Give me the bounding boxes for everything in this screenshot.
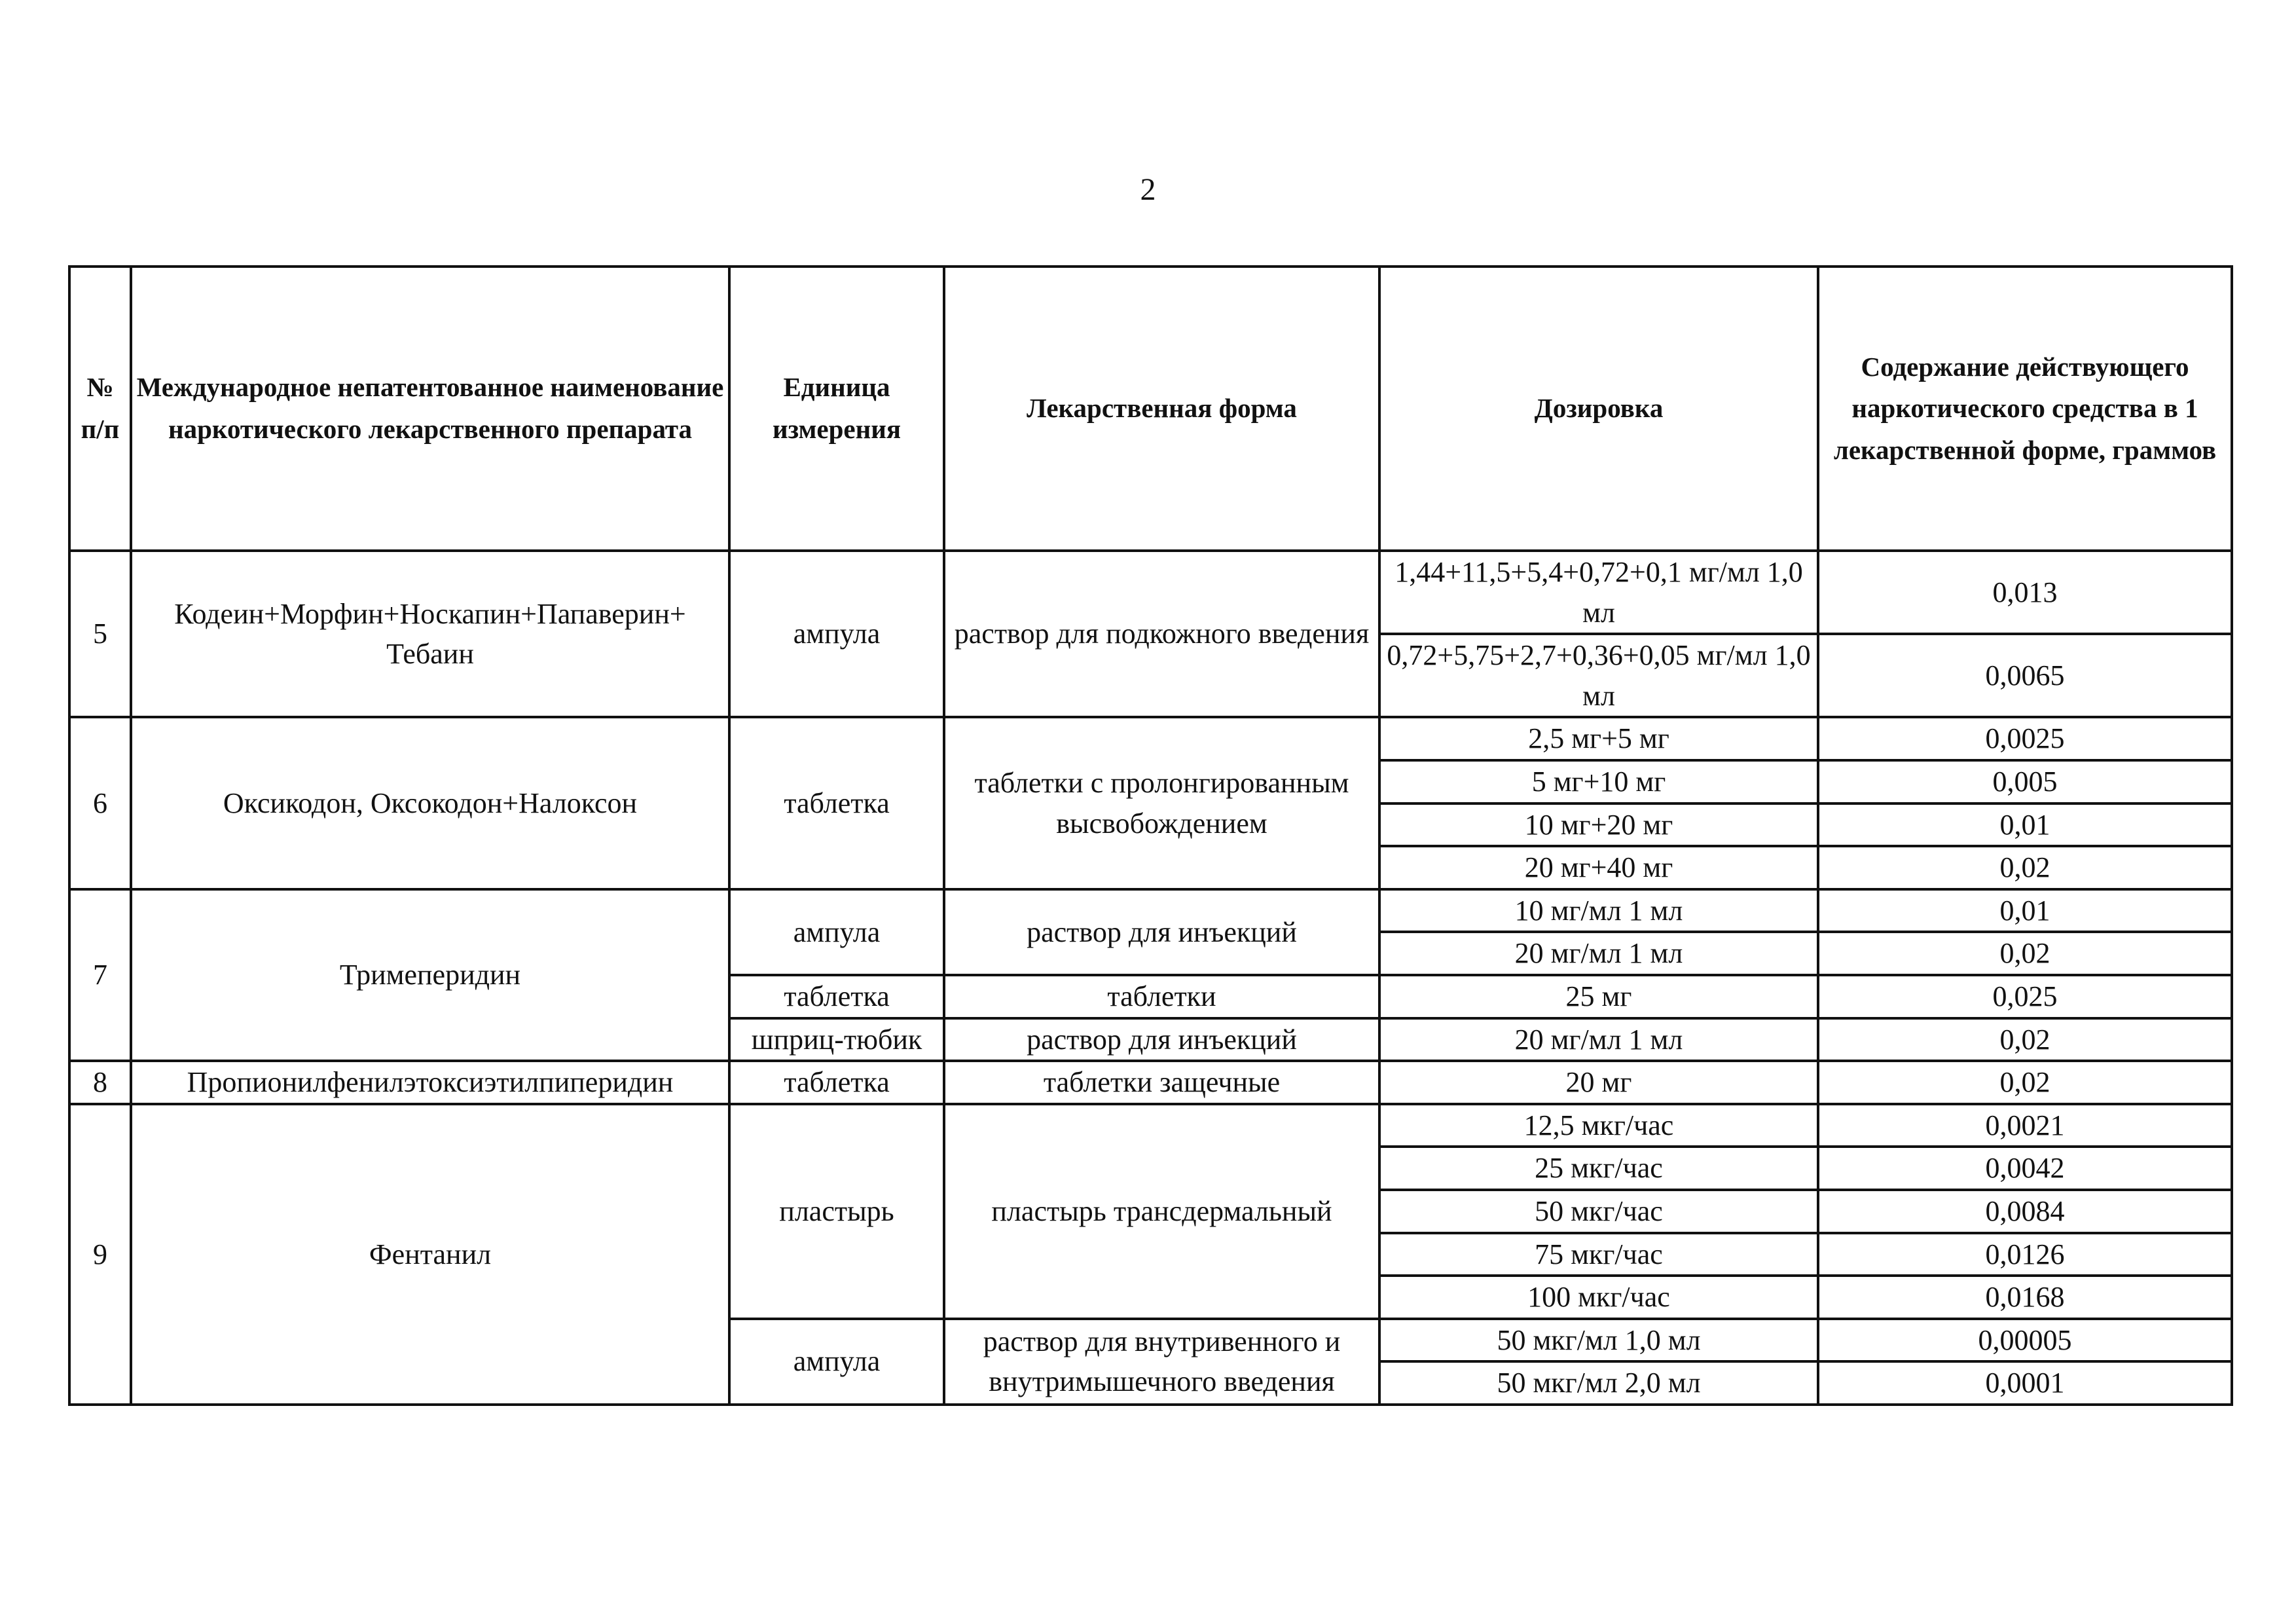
unit-cell: шприц-тюбик — [729, 1018, 944, 1061]
dosage-cell: 20 мг/мл 1 мл — [1379, 932, 1818, 975]
dosage-cell: 10 мг/мл 1 мл — [1379, 889, 1818, 932]
content-cell: 0,01 — [1818, 889, 2232, 932]
header-drug-name: Международное непатентованное наименование наркотического лекарственного препарата — [131, 267, 729, 551]
dosage-cell: 10 мг+20 мг — [1379, 803, 1818, 847]
dosage-form-cell: раствор для инъекций — [944, 1018, 1379, 1061]
content-cell: 0,0065 — [1818, 634, 2232, 717]
content-cell: 0,025 — [1818, 975, 2232, 1018]
dosage-form-cell: таблетки — [944, 975, 1379, 1018]
dosage-cell: 20 мг+40 мг — [1379, 846, 1818, 889]
dosage-cell: 100 мкг/час — [1379, 1276, 1818, 1319]
row-number: 8 — [69, 1061, 131, 1104]
content-cell: 0,013 — [1818, 551, 2232, 634]
dosage-cell: 2,5 мг+5 мг — [1379, 717, 1818, 760]
unit-cell: пластырь — [729, 1104, 944, 1319]
header-content: Содержание действующего наркотического средства в 1 лекарственной форме, граммов — [1818, 267, 2232, 551]
dosage-form-cell: пластырь трансдермальный — [944, 1104, 1379, 1319]
content-cell: 0,00005 — [1818, 1319, 2232, 1362]
drug-name: Оксикодон, Оксокодон+Налоксон — [131, 717, 729, 889]
dosage-cell: 1,44+11,5+5,4+0,72+0,1 мг/мл 1,0 мл — [1379, 551, 1818, 634]
table-row — [69, 889, 2232, 932]
header-dosage-form: Лекарственная форма — [944, 267, 1379, 551]
table-row — [69, 1104, 2232, 1147]
dosage-cell: 20 мг — [1379, 1061, 1818, 1104]
content-cell: 0,02 — [1818, 846, 2232, 889]
dosage-cell: 0,72+5,75+2,7+0,36+0,05 мг/мл 1,0 мл — [1379, 634, 1818, 717]
dosage-cell: 20 мг/мл 1 мл — [1379, 1018, 1818, 1061]
content-cell: 0,0168 — [1818, 1276, 2232, 1319]
unit-cell: ампула — [729, 889, 944, 975]
header-dosage: Дозировка — [1379, 267, 1818, 551]
dosage-form-cell: таблетки с пролонгированным высвобождением — [944, 717, 1379, 889]
unit-cell: таблетка — [729, 1061, 944, 1104]
content-cell: 0,0001 — [1818, 1361, 2232, 1405]
unit-cell: ампула — [729, 551, 944, 717]
drug-name: Кодеин+Морфин+Носкапин+Папаверин+ Тебаин — [131, 551, 729, 717]
dosage-form-cell: раствор для инъекций — [944, 889, 1379, 975]
table-header-row — [69, 267, 2232, 551]
content-cell: 0,0042 — [1818, 1147, 2232, 1190]
table-row — [69, 717, 2232, 760]
dosage-cell: 12,5 мкг/час — [1379, 1104, 1818, 1147]
drug-name: Тримеперидин — [131, 889, 729, 1061]
row-number: 7 — [69, 889, 131, 1061]
dosage-form-cell: таблетки защечные — [944, 1061, 1379, 1104]
content-cell: 0,0021 — [1818, 1104, 2232, 1147]
content-cell: 0,02 — [1818, 1018, 2232, 1061]
table-row — [69, 1061, 2232, 1104]
header-number: № п/п — [69, 267, 131, 551]
drug-name: Фентанил — [131, 1104, 729, 1405]
dosage-form-cell: раствор для подкожного введения — [944, 551, 1379, 717]
drug-name: Пропионилфенилэтоксиэтилпиперидин — [131, 1061, 729, 1104]
content-cell: 0,02 — [1818, 1061, 2232, 1104]
content-cell: 0,02 — [1818, 932, 2232, 975]
header-unit: Единица измерения — [729, 267, 944, 551]
unit-cell: ампула — [729, 1319, 944, 1405]
narcotic-drugs-table — [68, 265, 2233, 1406]
unit-cell: таблетка — [729, 975, 944, 1018]
dosage-cell: 75 мкг/час — [1379, 1233, 1818, 1276]
unit-cell: таблетка — [729, 717, 944, 889]
dosage-form-cell: раствор для внутривенного и внутримышечного введения — [944, 1319, 1379, 1405]
content-cell: 0,01 — [1818, 803, 2232, 847]
row-number: 6 — [69, 717, 131, 889]
row-number: 9 — [69, 1104, 131, 1405]
dosage-cell: 25 мг — [1379, 975, 1818, 1018]
table-row — [69, 551, 2232, 634]
dosage-cell: 25 мкг/час — [1379, 1147, 1818, 1190]
dosage-cell: 50 мкг/мл 2,0 мл — [1379, 1361, 1818, 1405]
content-cell: 0,005 — [1818, 760, 2232, 803]
dosage-cell: 50 мкг/час — [1379, 1190, 1818, 1233]
row-number: 5 — [69, 551, 131, 717]
dosage-cell: 50 мкг/мл 1,0 мл — [1379, 1319, 1818, 1362]
content-cell: 0,0025 — [1818, 717, 2232, 760]
content-cell: 0,0084 — [1818, 1190, 2232, 1233]
page-number: 2 — [1140, 172, 1156, 207]
content-cell: 0,0126 — [1818, 1233, 2232, 1276]
dosage-cell: 5 мг+10 мг — [1379, 760, 1818, 803]
